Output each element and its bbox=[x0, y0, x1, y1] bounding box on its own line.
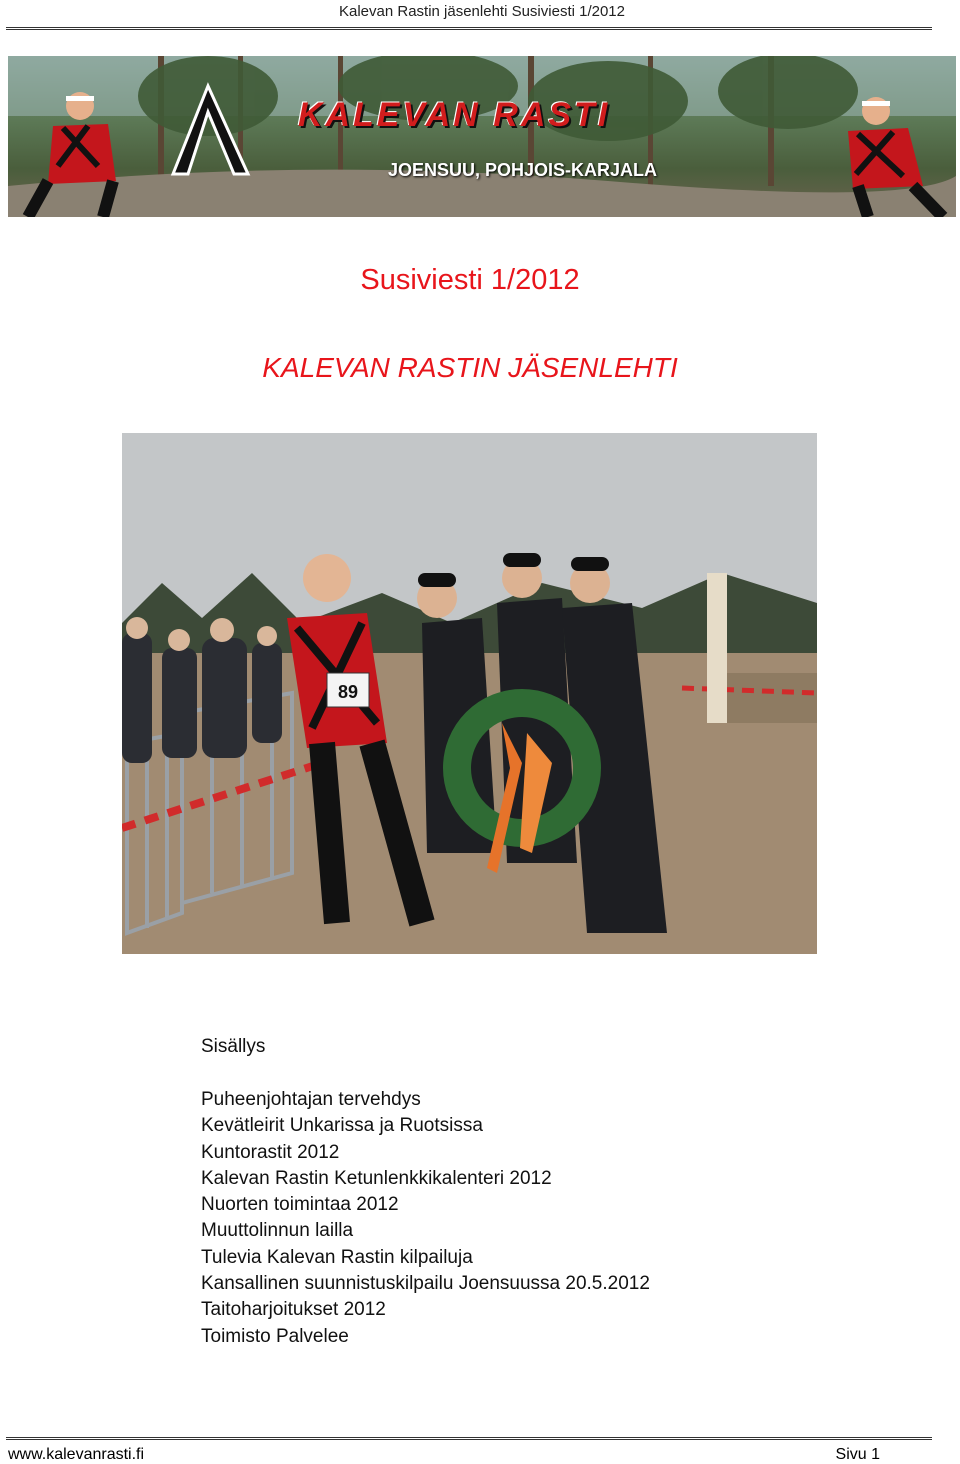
toc-item: Taitoharjoitukset 2012 bbox=[201, 1299, 386, 1321]
banner-image bbox=[8, 56, 956, 217]
running-header-title: Kalevan Rastin jäsenlehti Susiviesti 1/2012 bbox=[338, 3, 625, 20]
toc-heading: Sisällys bbox=[201, 1036, 266, 1057]
banner-forest-illustration bbox=[8, 56, 956, 217]
toc-item: Kansallinen suunnistuskilpailu Joensuussa 20.5.2012 bbox=[201, 1273, 650, 1295]
banner-location: JOENSUU, POHJOIS-KARJALA bbox=[388, 160, 658, 180]
toc-item: Kalevan Rastin Ketunlenkkikalenteri 2012 bbox=[201, 1167, 552, 1189]
toc-item: Puheenjohtajan tervehdys bbox=[201, 1089, 421, 1110]
document-subtitle: KALEVAN RASTIN JÄSENLEHTI bbox=[262, 352, 678, 383]
header-divider bbox=[6, 27, 932, 30]
footer-divider bbox=[6, 1437, 932, 1440]
toc-item: Nuorten toimintaa 2012 bbox=[201, 1194, 399, 1216]
running-header bbox=[0, 0, 960, 26]
table-of-contents bbox=[201, 1087, 650, 1350]
footer-website-link[interactable]: www.kalevanrasti.fi bbox=[8, 1446, 145, 1463]
footer-page-number: Sivu 1 bbox=[835, 1446, 880, 1463]
toc-item: Kevätleirit Unkarissa ja Ruotsissa bbox=[201, 1115, 483, 1137]
runner-bib-number: 89 bbox=[337, 682, 359, 702]
toc-item: Muuttolinnun lailla bbox=[201, 1220, 354, 1242]
document-title: Susiviesti 1/2012 bbox=[360, 264, 580, 296]
team-photo bbox=[122, 433, 817, 954]
toc-item: Kuntorastit 2012 bbox=[201, 1141, 340, 1163]
team-photo-illustration bbox=[122, 433, 817, 954]
toc-item: Toimisto Palvelee bbox=[201, 1325, 349, 1347]
banner-club-name: KALEVAN RASTI bbox=[298, 96, 611, 134]
toc-item: Tulevia Kalevan Rastin kilpailuja bbox=[201, 1246, 473, 1268]
